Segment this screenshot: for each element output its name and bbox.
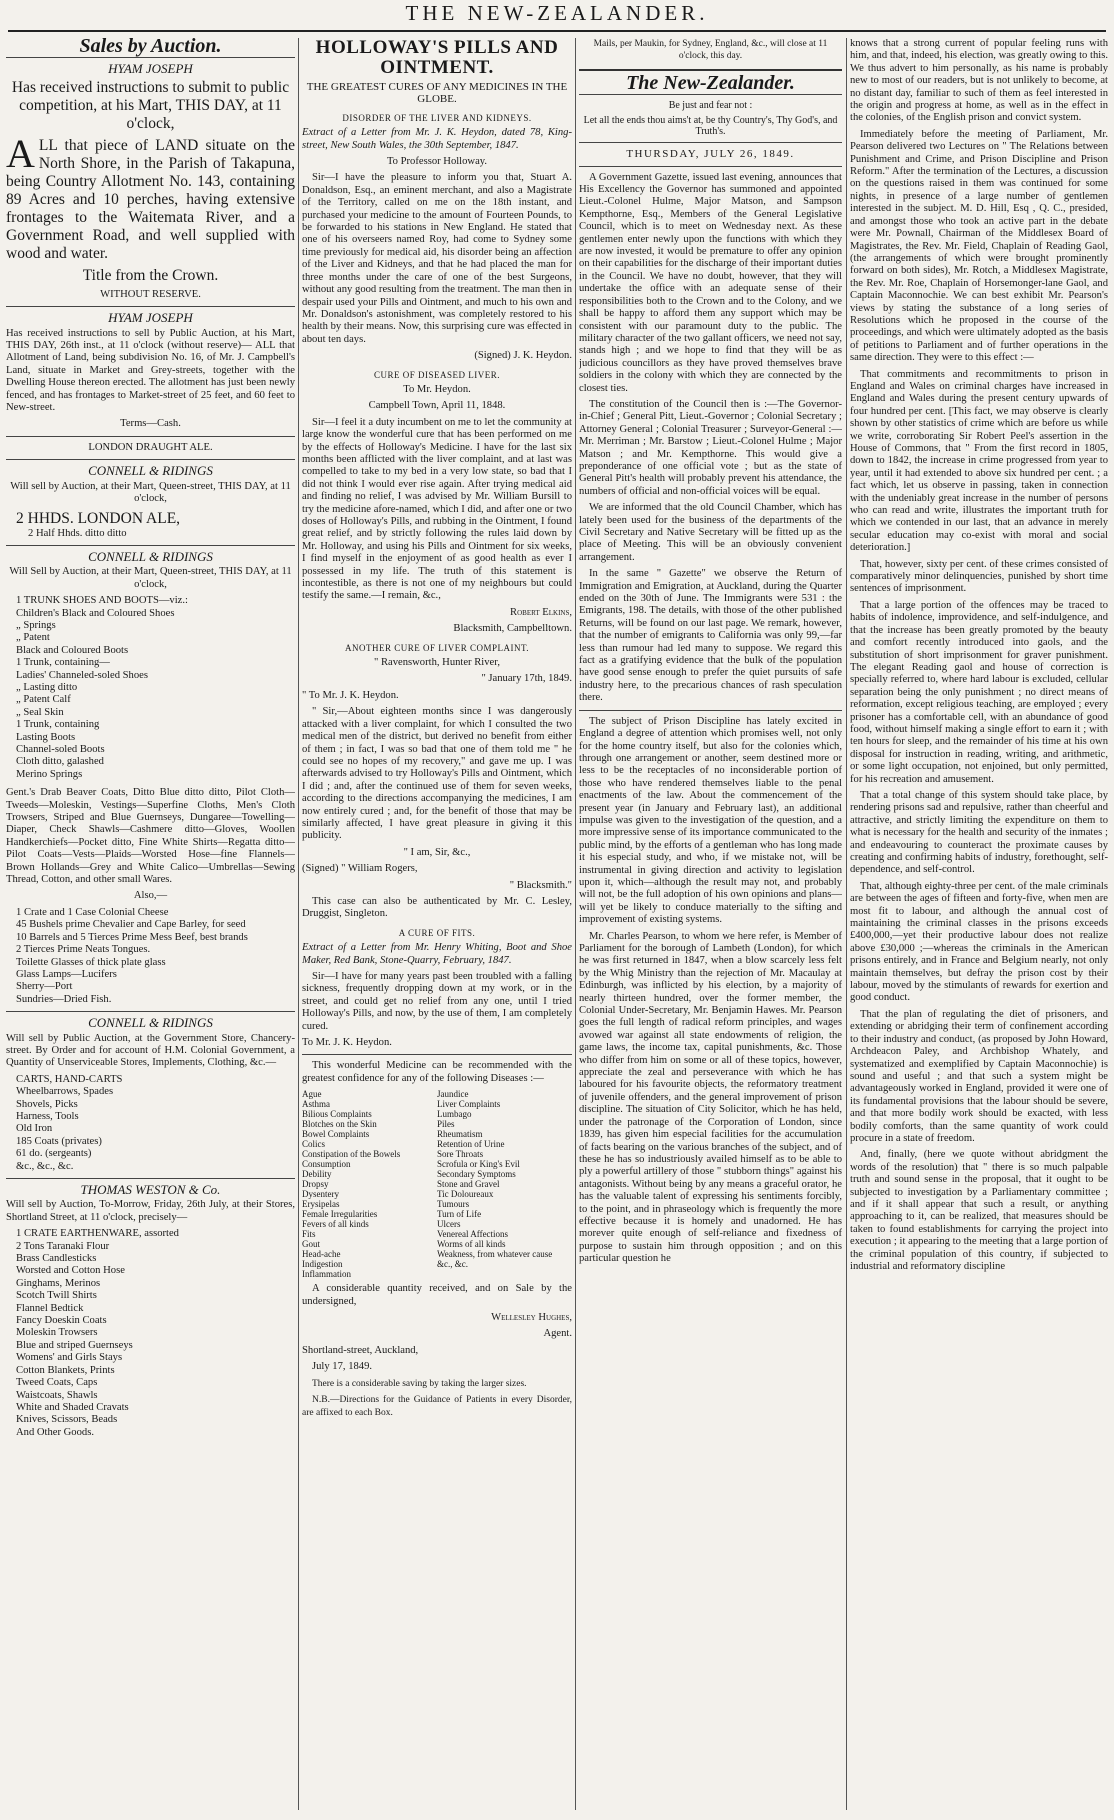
list-item: CARTS, HAND-CARTS — [16, 1073, 123, 1085]
divider — [302, 1054, 572, 1055]
list-item: 10 Barrels and 5 Tierces Prime Mess Beef, best brands — [16, 931, 248, 943]
list-item: Venereal Affections — [437, 1229, 509, 1240]
testimonial-addressee: To Mr. J. K. Heydon. — [302, 1037, 392, 1049]
list-item: And Other Goods. — [16, 1426, 94, 1438]
testimonial-body: " Sir,—About eighteen months since I was dangerously attacked with a liver complaint, for which I consulted the two medical men of the district, but derived no benefit from either of them ; in fact, I was so bad that one of them told me " he could see no hopes of my recovery," and gave me up. I was afterwards advised to try Holloway's Pills and Ointment, which I did ; and, after the continued use of them for seven weeks, according to the directions accompanying the medicines, I am now entirely cured ; and, for the benefit of those that may be similarly affected, I have great pleasure in giving it this publicity. — [302, 706, 572, 842]
list-item: Secondary Symptoms — [437, 1169, 516, 1180]
list-item: Fancy Doeskin Coats — [16, 1315, 107, 1327]
list-item: 1 Trunk, containing— — [16, 657, 110, 669]
list-item: Stone and Gravel — [437, 1179, 500, 1190]
divider — [579, 142, 842, 143]
editorial-paragraph: That commitments and recommitments to prison in England and Wales on criminal charges have increased in England and Wales during the present century upwards of four hundred per cent. [This fact, we may observe is clearly shown by other statistics of crime which are before us while we write, corroborating Sir Robert Peel's assertion in the House of Commons, that " From the first record in 1805, down to 1842, the increase in crime progressed from year to year, until it had extended to above six hundred per cent. ; a fact which, let us observe in passing, taken in connection with the undeniably great increase in the number of persons who can read and write, illustrates the important truth for which we contended in our last, that an advance in merely secular education may co-exist with moral and social deterioration.] — [850, 368, 1108, 554]
list-item: „ Patent Calf — [16, 694, 71, 706]
editorial-paragraph: That, however, sixty per cent. of these crimes consisted of comparatively minor delinquencies, punished by short time sentences of imprisonment. — [850, 558, 1108, 595]
divider — [6, 1011, 295, 1012]
editorial-paragraph: In the same " Gazette" we observe the Return of Immigration and Emigration, at Auckland, during the Quarter ended on the 30th of June. The Immigrants were 531 : the Emigrants, 198. The details, with those of the other published Returns, will be found on our last page. We remark, however, that the number of emigrants to California was only 99,—far less than rumour had led many to suppose. We regard this fact as a gratifying evidence that the bulk of the population have good sense enough to prefer the quiet pursuits of safe industry here, to the precarious chances of rash speculation there. — [579, 568, 842, 704]
testimonial-addressee: To Professor Holloway. — [386, 156, 488, 168]
auction-body: Will sell by Auction, To-Morrow, Friday, 26th July, at their Stores, Shortland Street, at 11 o'clock, precisely— — [6, 1199, 295, 1223]
testimonial-close: " I am, Sir, &c., — [403, 846, 471, 858]
disease-intro: This wonderful Medicine can be recommended with the greatest confidence for any of the following Diseases :— — [302, 1060, 572, 1084]
list-item: 2 HHDS. LONDON ALE, — [16, 509, 181, 527]
saving-note: There is a considerable saving by taking the larger sizes. — [312, 1378, 527, 1389]
list-item: 45 Bushels prime Chevalier and Cape Barley, for seed — [16, 919, 246, 931]
disease-list — [302, 1089, 572, 1279]
list-item: Ginghams, Merinos — [16, 1277, 101, 1289]
testimonial-place: " Ravensworth, Hunter River, — [374, 657, 500, 669]
agent-address: Shortland-street, Auckland, — [302, 1344, 419, 1356]
testimonial-title: DISORDER OF THE LIVER AND KIDNEYS. — [342, 112, 532, 123]
list-item: „ Lasting ditto — [16, 681, 78, 693]
list-item: Merino Springs — [16, 768, 83, 780]
advert-subheading: THE GREATEST CURES OF ANY MEDICINES IN THE GLOBE. — [306, 81, 568, 106]
auction-body — [6, 130, 295, 263]
list-item: Colics — [302, 1139, 326, 1150]
auction-body: Will sell by Public Auction, at the Government Store, Chancery-street. By Order and for account of H.M. Colonial Government, a Quantity of Unserviceable Stores, Implements, Clothing, &c.— — [6, 1032, 295, 1069]
auction-lead: Has received instructions to submit to public competition, at his Mart, THIS DAY, at 11 o'clock, — [11, 78, 290, 132]
list-item: 2 Tons Taranaki Flour — [16, 1240, 110, 1252]
list-item: Lasting Boots — [16, 731, 76, 743]
testimonial-title: ANOTHER CURE OF LIVER COMPLAINT. — [344, 642, 530, 653]
editorial-paragraph: We are informed that the old Council Chamber, which has lately been used for the business of the departments of the Civil Secretary and Native Secretary will be fitted up as the place of Meeting. This will be an obviously convenient arrangement. — [579, 502, 842, 563]
divider — [6, 436, 295, 437]
mail-notice: Mails, per Maukin, for Sydney, England, &c., will close at 11 o'clock, this day. — [593, 39, 828, 62]
list-item: Wheelbarrows, Spades — [16, 1086, 114, 1098]
list-item: 185 Coats (privates) — [16, 1135, 102, 1147]
list-item: Womens' and Girls Stays — [16, 1352, 123, 1364]
auction-items — [6, 1228, 295, 1439]
paper-motto: Let all the ends thou aims't at, be thy Country's, Thy God's, and Truth's. — [583, 115, 838, 138]
testimonial-intro: Extract of a Letter from Mr. Henry Whiting, Boot and Shoe Maker, Red Bank, Stone-Quarry, February, 1847. — [302, 942, 572, 966]
auctioneer-name: CONNELL & RIDINGS — [88, 548, 213, 564]
auction-items — [6, 1074, 295, 1173]
auction-text: LL that piece of LAND situate on the North Shore, in the Parish of Takapuna, being Country Allotment No. 143, containing 89 Acres and 10 perches, having extensive frontages to the Waitemata River, and a Government Road, and well supplied with wood and water. — [6, 136, 295, 262]
testimonial-signature: (Signed) J. K. Heydon. — [474, 350, 572, 362]
list-item: Glass Lamps—Lucifers — [16, 968, 117, 980]
list-item: Harness, Tools — [16, 1110, 79, 1122]
list-item: Blue and striped Guernseys — [16, 1339, 133, 1351]
auction-body: Will Sell by Auction, at their Mart, Queen-street, THIS DAY, at 11 o'clock, — [9, 566, 292, 590]
list-item: Sundries—Dried Fish. — [16, 993, 112, 1005]
auction-also: Also,— — [133, 890, 168, 902]
list-item: Piles — [437, 1119, 455, 1130]
divider — [6, 545, 295, 546]
list-item: Asthma — [302, 1099, 330, 1110]
list-item: Toilette Glasses of thick plate glass — [16, 956, 166, 968]
list-item: Female Irregularities — [302, 1209, 378, 1220]
list-item: Retention of Urine — [437, 1139, 505, 1150]
list-item: Ladies' Channeled-soled Shoes — [16, 669, 148, 681]
divider — [6, 459, 295, 460]
editorial-paragraph: The subject of Prison Discipline has lately excited in England a degree of attention which promises well, not only for the home country itself, but also for the colonies which, through one arrangement or another, seem destined more or less to be the receptacles of no inconsiderable portion of those who have rendered themselves liable to the penal enactments of the law. About the commencement of the present year (in January and February last), an additional impulse was given to the investigation of the question, and a more impressive sense of its importance communicated to the public mind, by the efforts of a gentleman who has long made it his especial study, and who, if we mistake not, will be instrumental in giving direction and activity to legislation upon it, which—although the result may not, and probably will not, be the full adoption of his own opinions and plans—will yet be likely to conduce materially to the sifting and improvement of existing systems. — [579, 715, 842, 926]
list-item: Flannel Bedtick — [16, 1302, 84, 1314]
list-item: „ Seal Skin — [16, 706, 64, 718]
list-item — [437, 1269, 572, 1279]
list-item: &c., &c., &c. — [16, 1160, 74, 1172]
auction-items — [6, 510, 295, 540]
sale-notice: A considerable quantity received, and on Sale by the undersigned, — [302, 1283, 572, 1307]
auction-body: Has received instructions to sell by Public Auction, at his Mart, THIS DAY, 26th inst., at 11 o'clock (without reserve)— ALL that Allotment of Land, being subdivision No. 16, of Mr. J. Campbell's Land, situate in Market and Grey-streets, together with the Dwelling House thereon erected. The allotment has just been newly fenced, and has frontages to Market-street of 25 feet, and 60 feet to New-street. — [6, 327, 295, 414]
divider — [579, 166, 842, 167]
list-item: Ulcers — [437, 1219, 461, 1230]
list-item: Brass Candlesticks — [16, 1253, 97, 1265]
column-divider — [575, 38, 576, 1810]
list-item: „ Springs — [16, 619, 56, 631]
auction-terms: WITHOUT RESERVE. — [100, 288, 201, 300]
agent-date: July 17, 1849. — [312, 1361, 373, 1373]
list-item: Worms of all kinds — [437, 1239, 506, 1250]
list-item: Bilious Complaints — [302, 1109, 372, 1120]
column-editorial — [579, 38, 842, 1810]
testimonial-intro: Extract of a Letter from Mr. J. K. Heydon, dated 78, King-street, New South Wales, the 30th September, 1847. — [302, 127, 572, 151]
testimonial-body: Sir—I have for many years past been troubled with a falling sickness, frequently dropping down at my work, or in the street, and could get no relief from any one, until I tried Holloway's Pills, and now, by the use of them, I am completely cured. — [302, 971, 572, 1032]
nb-note: N.B.—Directions for the Guidance of Patients in every Disorder, are affixed to each Box. — [302, 1395, 572, 1418]
editorial-paragraph: That a large portion of the offences may be traced to habits of indolence, improvidence, and self-indulgence, and that the increase has been greatly promoted by the beauty and comfort recently introduced into gaols, and the substitution of short imprisonment for graver punishment. The elegant Reading gaol and house of correction is specially referred to, where hard labour is excluded, cellular separation being the only punishment ; no direct means of reformation, except religious teaching, are employed ; every prisoner has a comfortable cell, with an abundance of good food, without himself making a single effort to earn it ; with ten hours for sleep, and the remainder of his time at his own disposal for instruction in reading, writing, and arithmetic, or some light occupation, not enjoined, but only permitted, for his recreation and amusement. — [850, 599, 1108, 785]
list-item: 1 TRUNK SHOES AND BOOTS—viz.: — [16, 595, 188, 607]
auctioneer-name: CONNELL & RIDINGS — [88, 1015, 213, 1031]
column-editorial-continued — [850, 38, 1108, 1810]
list-item: Dropsy — [302, 1179, 329, 1190]
testimonial-addressee: To Mr. Heydon. — [403, 383, 471, 395]
list-item: Tweed Coats, Caps — [16, 1377, 98, 1389]
list-item: Constipation of the Bowels — [302, 1149, 401, 1160]
list-item: 2 Tierces Prime Neats Tongues. — [16, 944, 151, 956]
list-item: Knives, Scissors, Beads — [16, 1414, 118, 1426]
list-item: Liver Complaints — [437, 1099, 501, 1110]
list-item: Consumption — [302, 1159, 351, 1170]
list-item: Dysentery — [302, 1189, 339, 1200]
list-item: White and Shaded Cravats — [16, 1401, 129, 1413]
testimonial-date: " January 17th, 1849. — [481, 673, 572, 685]
list-item: Inflammation — [302, 1269, 351, 1280]
list-item: Gout — [302, 1239, 320, 1250]
auction-items — [6, 907, 295, 1006]
auctioneer-name: THOMAS WESTON & Co. — [80, 1182, 221, 1197]
agent-title: Agent. — [543, 1328, 572, 1340]
list-item: 1 CRATE EARTHENWARE, assorted — [16, 1228, 179, 1240]
agent-signature: Wellesley Hughes, — [491, 1312, 572, 1324]
list-item: Fits — [302, 1229, 316, 1240]
list-item: Bowel Complaints — [302, 1129, 370, 1140]
auctioneer-name: CONNELL & RIDINGS — [88, 463, 213, 479]
list-item: Lumbago — [437, 1109, 472, 1120]
list-item: Black and Coloured Boots — [16, 644, 129, 656]
list-item: Head-ache — [302, 1249, 341, 1260]
list-item: Ague — [302, 1089, 322, 1100]
testimonial-note: This case can also be authenticated by Mr. C. Lesley, Druggist, Singleton. — [302, 895, 572, 920]
testimonial-body: Sir—I have the pleasure to inform you that, Stuart A. Donaldson, Esq., an eminent merchant, and also a Magistrate of the Territory, called on me on the 18th instant, and purchased your medicine to the amount of Fourteen Pounds, to be forwarded to his stations in New England. He stated that one of his overseers named Roy, had come to Sydney some time previously for medical aid, his disorder being an affection of the Liver and Kidneys, and that he had placed the man for three months under the care of one of the best Surgeons, without any good resulting from the treatment. The man then in despair used your Pills and Ointment, and much to his own and Mr. Donaldson's astonishment, was completely restored to his health by their means. Now, this surprising cure was effected in about ten days. — [302, 172, 572, 345]
list-item: „ Patent — [16, 632, 50, 644]
testimonial-title: A CURE OF FITS. — [398, 927, 476, 938]
testimonial-signature: Robert Elkins, — [510, 606, 572, 618]
list-item: Scrofula or King's Evil — [437, 1159, 520, 1170]
list-item: 1 Trunk, containing — [16, 719, 100, 731]
column-holloway-advert — [302, 38, 572, 1810]
list-item: Turn of Life — [437, 1209, 482, 1220]
auction-goods: Gent.'s Drab Beaver Coats, Ditto Blue ditto ditto, Pilot Cloth—Tweeds—Moleskin, Vestings—Superfine Cloths, Men's Cloth Trowsers, Striped and Blue Guernseys, Dungaree—Towelling—Diaper, Check Shawls—Cashmere ditto—Gloves, Woollen Handkerchiefs—Pocket ditto, Fine White Shirts—Regatta ditto—Pilot Coats—Vests—Plaids—Worsted Hose—fine Flannels—Brown Hollands—Grey and White Calico—Umbrellas—Sewing Thread, Cotton, and other small Wares. — [6, 787, 295, 886]
editorial-paragraph: That the plan of regulating the diet of prisoners, and extending or abridging their term of confinement according to their industry and conduct, (as proposed by John Howard, Archdeacon Paley, and Archbishop Whately, and systematized and exemplified by Captain Maconnochie) is sound and useful ; and that such a system might be advantageously worked in England, provided it were one of its fundamental provisions that the labour should be severe, and that more bodily work should be exacted, with less bodily comforts, than the same quantity of work could procure in a state of freedom. — [850, 1008, 1108, 1144]
divider — [579, 94, 842, 95]
issue-date: THURSDAY, JULY 26, 1849. — [626, 148, 795, 161]
testimonial-signature: Blacksmith, Campbelltown. — [453, 623, 572, 635]
editorial-paragraph: knows that a strong current of popular feeling runs with him, and that, indeed, his election, was greatly owing to this. We thus advert to him personally, as his name is probably new to most of our readers, but is not unlikely to become, at no distant day, familiar to such of them as feel interested in the origin and progress at home, as well as in the effect in the colonies, of the English prison and convict system. — [850, 38, 1108, 124]
auctioneer-name: HYAM JOSEPH — [108, 310, 193, 326]
list-item: 1 Crate and 1 Case Colonial Cheese — [16, 906, 169, 918]
list-item: Moleskin Trowsers — [16, 1327, 98, 1339]
auction-title-note: Title from the Crown. — [82, 266, 219, 284]
list-item: Weakness, from whatever cause — [437, 1249, 553, 1260]
testimonial-signature: (Signed) " William Rogers, — [302, 863, 418, 875]
list-item: Children's Black and Coloured Shoes — [16, 607, 175, 619]
list-item: Cotton Blankets, Prints — [16, 1364, 115, 1376]
list-item: Jaundice — [437, 1089, 469, 1100]
editorial-paragraph: The constitution of the Council then is :—The Governor-in-Chief ; General Pitt, Lieut.-Governor ; Colonial Secretary ; Attorney General ; Colonial Treasurer ; Surveyor-General :—Mr. Merriman ; Mr. Barstow ; Lieut.-Colonel Hulme ; Major Matson ; and Mr. Kempthorne. This would give a preponderance of one official vote ; but as the state of General Pitt's health will probably prevent his attendance, the numbers of official and non-official voices will be equal. — [579, 398, 842, 497]
list-item: 61 do. (sergeants) — [16, 1148, 92, 1160]
auction-terms: Terms—Cash. — [120, 418, 181, 430]
column-divider — [846, 38, 847, 1810]
list-item: Indigestion — [302, 1259, 343, 1270]
list-item: Tumours — [437, 1199, 470, 1210]
testimonial-addressee: " To Mr. J. K. Heydon. — [302, 689, 399, 701]
editorial-paragraph: A Government Gazette, issued last evening, announces that His Excellency the Governor has summoned and appointed Lieut.-Colonel Hulme, Major Matson, and Sampson Kempthorne, Esq., Members of the General Legislative Council, which is to meet on Wednesday next. As these gentlemen enter newly upon the functions with which they are now invested, it would be premature to offer any opinion on their capabilities for the discharge of their important duties in the Council. We have no doubt, however, that they will undertake the office with an adequate sense of their responsibilities both to the Crown and to the Colony, and we shall be happy to afford them any support which may be consistent with our paramount duty to the public. The military character of the two gallant officers, we need not say, stands high ; and we hope to find that they will be as judicious councillors as they have proved themselves brave soldiers in the colony with which they are connected by the closest ties. — [579, 171, 842, 394]
auctioneer-name: HYAM JOSEPH — [108, 61, 193, 77]
column-auctions — [6, 38, 295, 1810]
masthead: THE NEW-ZEALANDER. — [405, 1, 709, 25]
column-divider — [298, 38, 299, 1810]
editorial-paragraph: Mr. Charles Pearson, to whom we here refer, is Member of Parliament for the borough of Lambeth (London), for which he was first returned in 1847, when a blow scarcely less felt by the Whig Ministry than the rejection of Mr. Macaulay at Edinburgh, was inflicted by his election, by a majority of nearly thirteen hundred, over the former member, the Colonial Under-Secretary, Mr. Benjamin Hawes. Mr. Pearson goes the full length of radical reform principles, and wages avowed war against all state endowments of religion, the game laws, the income tax, capital punishments, &c. Those who differ from him on some or all of these topics, however, appreciate the zeal and perseverance with which he has laboured for his favourite objects, the reformatory treatment of juvenile offenders, and the general improvement of prison discipline. The situation of City Solicitor, which he has held, under the patronage of the Corporation of London, since 1839, has given him especial facilities for the accumulation of facts bearing on the various branches of the subject, and of these he has so industriously availed himself as to be able to ply a powerful artillery of those " stubborn things" against his antagonists. Without being by any means a graceful orator, he has the valuable talent of expressing his sentiments forcibly, to the point, and in phraseology which is frequently the more effective because it is homely and unadorned. He has morever quite enough of self-reliance and fixedness of purpose to sustain him through opposition ; and on this particular question he — [579, 930, 842, 1265]
advert-heading: HOLLOWAY'S PILLS AND OINTMENT. — [315, 38, 559, 78]
list-item: Cloth ditto, galashed — [16, 756, 104, 768]
list-item: Sore Throats — [437, 1149, 484, 1160]
editorial-paragraph: Immediately before the meeting of Parliament, Mr. Pearson delivered two Lectures on " The Relations between Punishment and Crime, and Prison Discipline and Prison Reform." After the termination of the Lectures, a discussion on the questions raised in them was continued for some nights, in presence of a large number of gentlemen interested in the subject. M. D. Hill, Esq , Q. C., presided, and amongst those who took an active part in the debate were Mr. Pownall, Chairman of the Middlesex Board of Magistrates, the Rev. Mr. Field, Chaplain of Reading Gaol, (the arrangements of which were brought prominently forward on both sides), Mr. Rotch, a Middlesex Magistrate, the Rev. Mr. Roe, Chaplain of Horsemonger-lane Gaol, and Captain Maconnochie. We can best exhibit Mr. Pearson's views by stating the substance of a long series of Resolutions which he proposed in the course of the proceedings, and which were ultimately adopted as the basis of petitions to Parliament and of further operations in the same direction. They were to this effect :— — [850, 128, 1108, 364]
list-item: Channel-soled Boots — [16, 744, 105, 755]
list-item: Erysipelas — [302, 1199, 340, 1210]
auction-heading: LONDON DRAUGHT ALE. — [88, 441, 213, 453]
editorial-paragraph: And, finally, (here we quote without abridgment the words of the resolution) that " there is so much palpable truth and sound sense in the proposal, that it ought to be subjected to investigation by a Parliamentary committee ; and if it shall appear that such a result, or anything approaching to it, can be realized, that measures should be taken to found establishments for carrying the project into execution ; it appearing to the meeting that a large portion of the criminal population of this country, if subjected to industrial and reformatory discipline — [850, 1149, 1108, 1272]
paper-motto: Be just and fear not : — [668, 100, 753, 112]
editorial-paragraph: That, although eighty-three per cent. of the male criminals are between the ages of fifteen and forty-five, when men are most fit to labour, and although the annual cost of maintaining the criminal classes in the prisons exceeds £400,000,—yet their productive labour does not realize above £30,000 ;—whereas the criminals in the American prisons entirely, and in France and Belgium nearly, not only maintain themselves, but defray the prison cost by their labour, moved by the stimulants of rewards for exertion and good conduct. — [850, 880, 1108, 1004]
divider — [6, 1178, 295, 1179]
divider — [6, 57, 295, 58]
testimonial-place: Campbell Town, April 11, 1848. — [368, 400, 506, 412]
testimonial-signature: " Blacksmith." — [509, 879, 572, 891]
list-item: Tic Doloureaux — [437, 1189, 494, 1200]
divider — [6, 306, 295, 307]
list-item: Debility — [302, 1169, 332, 1180]
list-item: &c., &c. — [437, 1259, 468, 1270]
section-heading: Sales by Auction. — [79, 38, 222, 57]
list-item: Worsted and Cotton Hose — [16, 1265, 125, 1277]
drop-cap: A — [6, 130, 35, 176]
list-item: Old Iron — [16, 1123, 53, 1135]
editorial-paragraph: That a total change of this system should take place, by rendering prisons sad and repulsive, rather than cheerful and attractive, and strictly limiting the expenditure on them to what is necessary for the health and security of the inmates ; and endeavouring to counteract the proximate causes by creating and confirming habits of industry, forethought, self-dependence, and self-control. — [850, 789, 1108, 876]
paper-title: The New-Zealander. — [626, 71, 795, 94]
testimonial-body: Sir—I feel it a duty incumbent on me to let the community at large know the wonderful cure that has been performed on me by the effects of Holloway's Medicine. I have for the last six months been afflicted with the liver complaint, and at last was compelled to take to my bed in a very low state, so bad that I did not think I would ever rise again. After trying medical aid and finding no relief, I was advised by Mr. William Bursill to try the medicine afore-named, which I did, and after one or two doses of Holloway's Pills, and rubbing in the Ointment, I found great relief, and by strictly following the rules laid down by Mr. Holloway, and using his Pills and Ointment for six weeks, I find myself in the enjoyment of as good health as ever I possessed in my life. The truth of this statement is incontestible, as there is not one of my neighbours but could testify the same.—I remain, &c., — [302, 416, 572, 602]
list-item: Fevers of all kinds — [302, 1219, 369, 1230]
testimonial-title: CURE OF DISEASED LIVER. — [373, 369, 500, 380]
list-item: Sherry—Port — [16, 981, 73, 993]
divider — [579, 69, 842, 71]
list-item: Rheumatism — [437, 1129, 483, 1140]
list-item: Blotches on the Skin — [302, 1119, 377, 1130]
masthead-rule — [8, 30, 1106, 32]
divider — [579, 710, 842, 711]
auction-body: Will sell by Auction, at their Mart, Queen-street, THIS DAY, at 11 o'clock, — [10, 480, 291, 505]
auction-items — [6, 595, 295, 781]
list-item: Scotch Twill Shirts — [16, 1290, 97, 1302]
list-item: Shovels, Picks — [16, 1098, 78, 1110]
list-item: Waistcoats, Shawls — [16, 1389, 98, 1401]
list-item: 2 Half Hhds. ditto ditto — [28, 527, 127, 539]
